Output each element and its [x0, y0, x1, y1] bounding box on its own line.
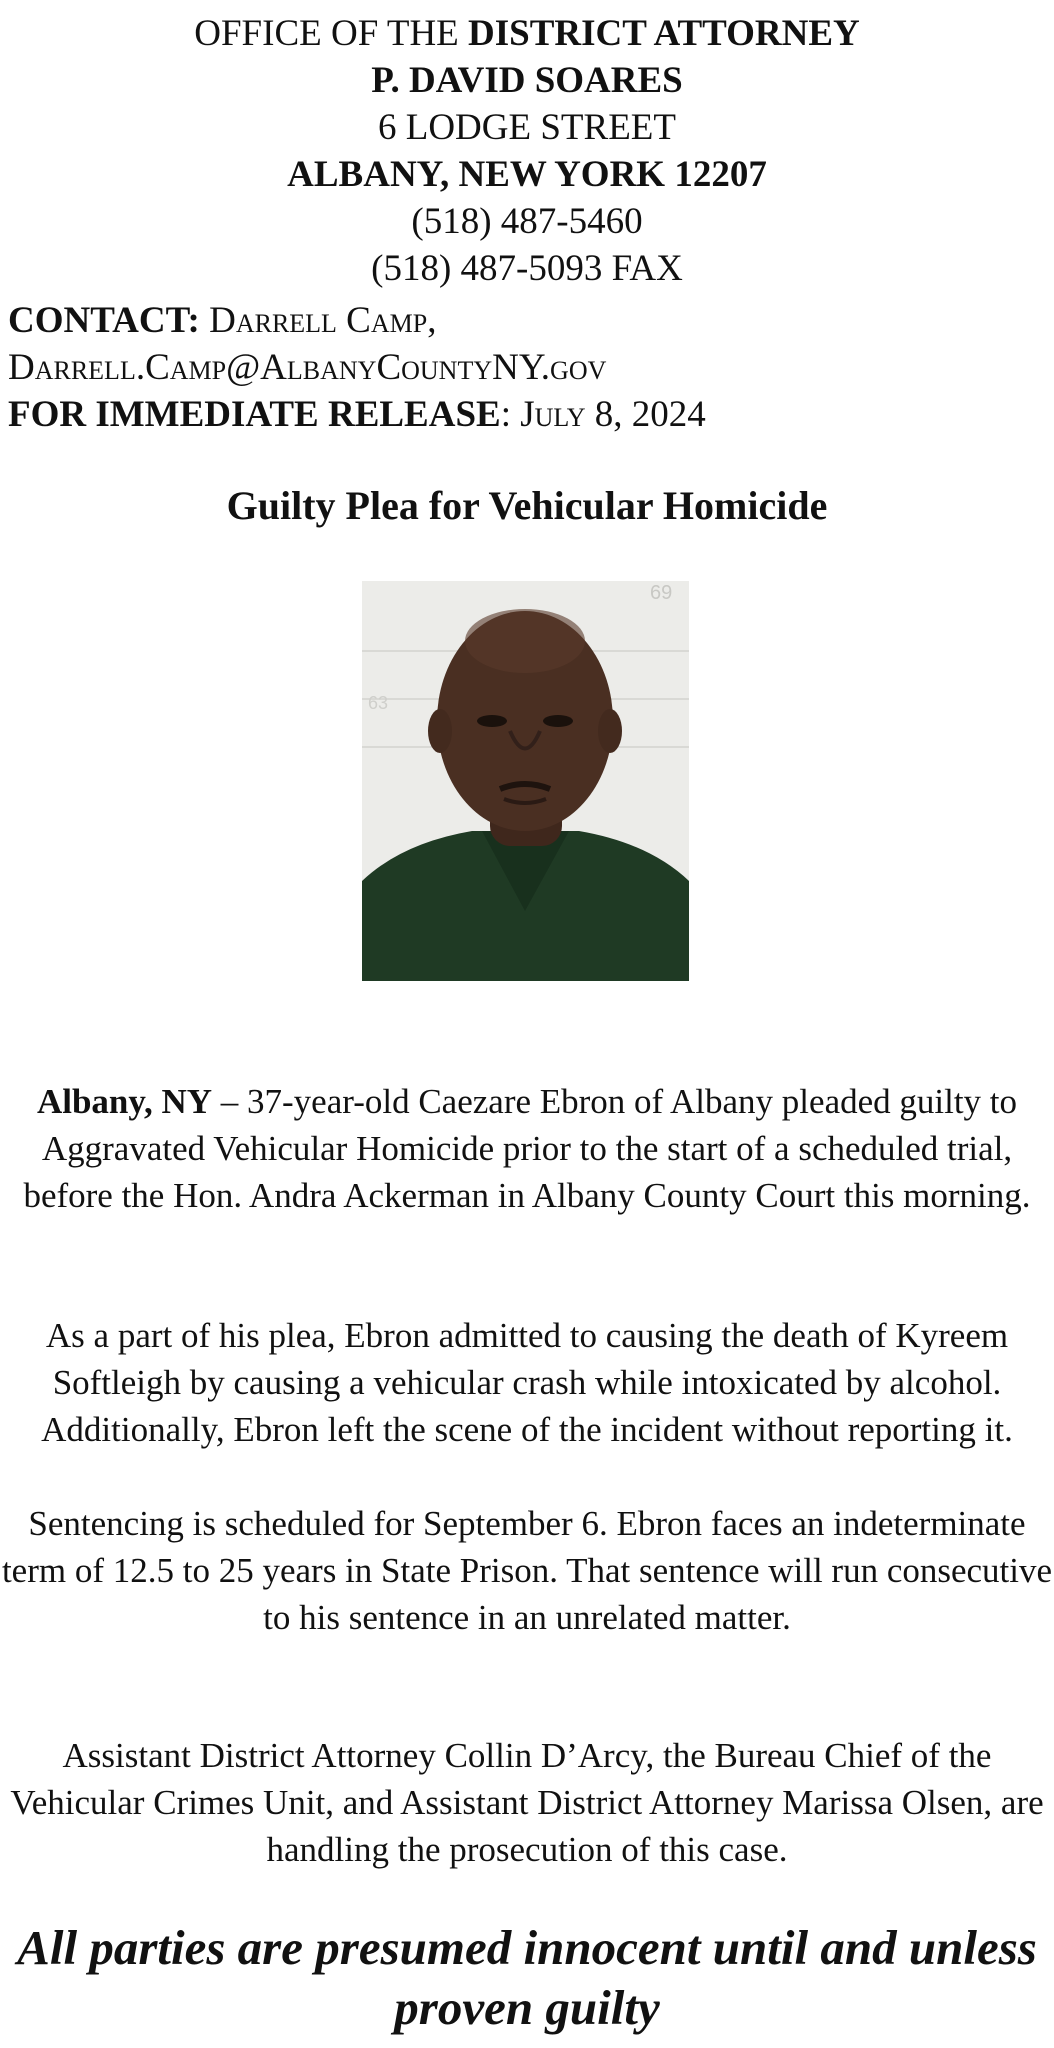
- release-label: FOR IMMEDIATE RELEASE: [8, 394, 501, 435]
- mugshot-photo: [362, 581, 689, 981]
- paragraph-sentencing: Sentencing is scheduled for September 6. Ebron faces an indeterminate term of 12.5 to 25 years in State Prison. That sentence will run consecutive to his sentence in an unrelated matter.: [1, 1504, 1053, 1637]
- paragraph-prosecutors: Assistant District Attorney Collin D’Arcy, the Bureau Chief of the Vehicular Crimes Unit, and Assistant District Attorney Marissa Olsen, are handling the prosecution of this case.: [10, 1736, 1044, 1869]
- paragraph-dateline: [0, 1078, 1054, 1219]
- office-title-plain: OFFICE OF THE: [194, 13, 469, 54]
- wall-number-left: 63: [368, 693, 389, 713]
- paragraph-1-text: – 37-year-old Caezare Ebron of Albany pleaded guilty to Aggravated Vehicular Homicide prior to the start of a scheduled trial, before the Hon. Andra Ackerman in Albany County Court this morning.: [23, 1082, 1031, 1215]
- paragraph-plea-details: As a part of his plea, Ebron admitted to causing the death of Kyreem Softleigh by causing a vehicular crash while intoxicated by alcohol. Additionally, Ebron left the scene of the incident without reporting it.: [41, 1316, 1013, 1449]
- mugshot-illustration: [362, 581, 689, 981]
- contact-name: Darrell Camp,: [199, 300, 437, 341]
- release-line: [8, 391, 1048, 438]
- right-eye: [543, 715, 573, 727]
- contact-block: [8, 297, 1048, 438]
- right-ear: [598, 709, 622, 753]
- letterhead: [0, 10, 1054, 292]
- contact-email[interactable]: Darrell.Camp@AlbanyCountyNY.gov: [8, 347, 607, 388]
- office-title: [0, 10, 1054, 57]
- contact-label: CONTACT:: [8, 300, 200, 341]
- street-address: 6 LODGE STREET: [377, 107, 677, 148]
- presumption-of-innocence-notice: All parties are presumed innocent until and unless proven guilty: [17, 1920, 1037, 2035]
- contact-line: [8, 297, 1048, 344]
- headline: Guilty Plea for Vehicular Homicide: [226, 483, 828, 528]
- left-ear: [428, 709, 452, 753]
- district-attorney-name: P. DAVID SOARES: [371, 60, 683, 101]
- phone-number: (518) 487-5460: [411, 201, 643, 242]
- fax-number: (518) 487-5093 FAX: [371, 248, 683, 289]
- left-eye: [477, 715, 507, 727]
- release-date: : July 8, 2024: [500, 394, 706, 435]
- head-highlight: [465, 609, 585, 673]
- office-title-bold: DISTRICT ATTORNEY: [468, 13, 860, 54]
- wall-number: 69: [650, 582, 673, 604]
- city-address: ALBANY, NEW YORK 12207: [287, 154, 767, 195]
- dateline-location: Albany, NY: [36, 1082, 213, 1121]
